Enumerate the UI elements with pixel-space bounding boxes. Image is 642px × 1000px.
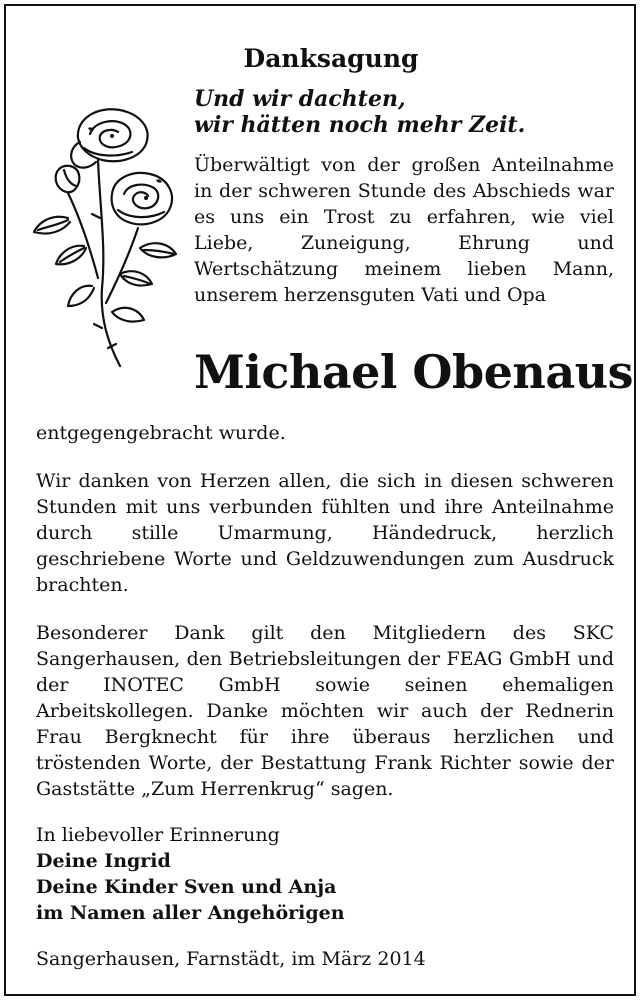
paragraph-1: entgegengebracht wurde.	[36, 422, 286, 444]
notice-title: Danksagung	[243, 44, 419, 73]
death-notice	[4, 4, 636, 996]
place-date: Sangerhausen, Farnstädt, im März 2014	[36, 948, 426, 970]
paragraph-3: Besonderer Dank gilt den Mitgliedern des SKC Sangerhausen, den Betriebsleitungen der FEAG GmbH und der INOTEC GmbH sowie seinen ehemaligen Arbeitskollegen. Danke möchten wir auch der Rednerin Frau Bergknecht für ihre überaus herzlichen und tröstenden Worte, der Bestattung Frank Richter sowie der Gaststätte „Zum Herrenkrug“ sagen.	[36, 622, 614, 800]
quote-line-1: Und wir dachten,	[194, 86, 406, 112]
paragraph-2: Wir danken von Herzen allen, die sich in diesen schweren Stunden mit uns verbunden fühlten und ihre Anteilnahme durch stille Umarmung, Händedruck, herzlich geschriebene Worte und Geldzuwendungen zum Ausdruck brachten.	[36, 470, 614, 596]
quote-line-2: wir hätten noch mehr Zeit.	[194, 112, 526, 138]
signature-block	[36, 822, 614, 926]
quote	[194, 86, 614, 138]
intro-text: Überwältigt von der großen Anteilnahme in der schweren Stunde des Abschieds war es uns ein Trost zu erfahren, wie viel Liebe, Zuneigung, Ehrung und Wertschätzung meinem lieben Mann, unserem herzensguten Vati und Opa	[194, 154, 614, 306]
rose-illustration-icon	[28, 98, 178, 370]
signature-line-1: Deine Ingrid	[36, 850, 171, 872]
signature-line-3: im Namen aller Angehörigen	[36, 902, 345, 924]
deceased-name: Michael Obenaus	[194, 345, 634, 399]
signature-intro: In liebevoller Erinnerung	[36, 824, 280, 846]
signature-line-2: Deine Kinder Sven und Anja	[36, 876, 337, 898]
